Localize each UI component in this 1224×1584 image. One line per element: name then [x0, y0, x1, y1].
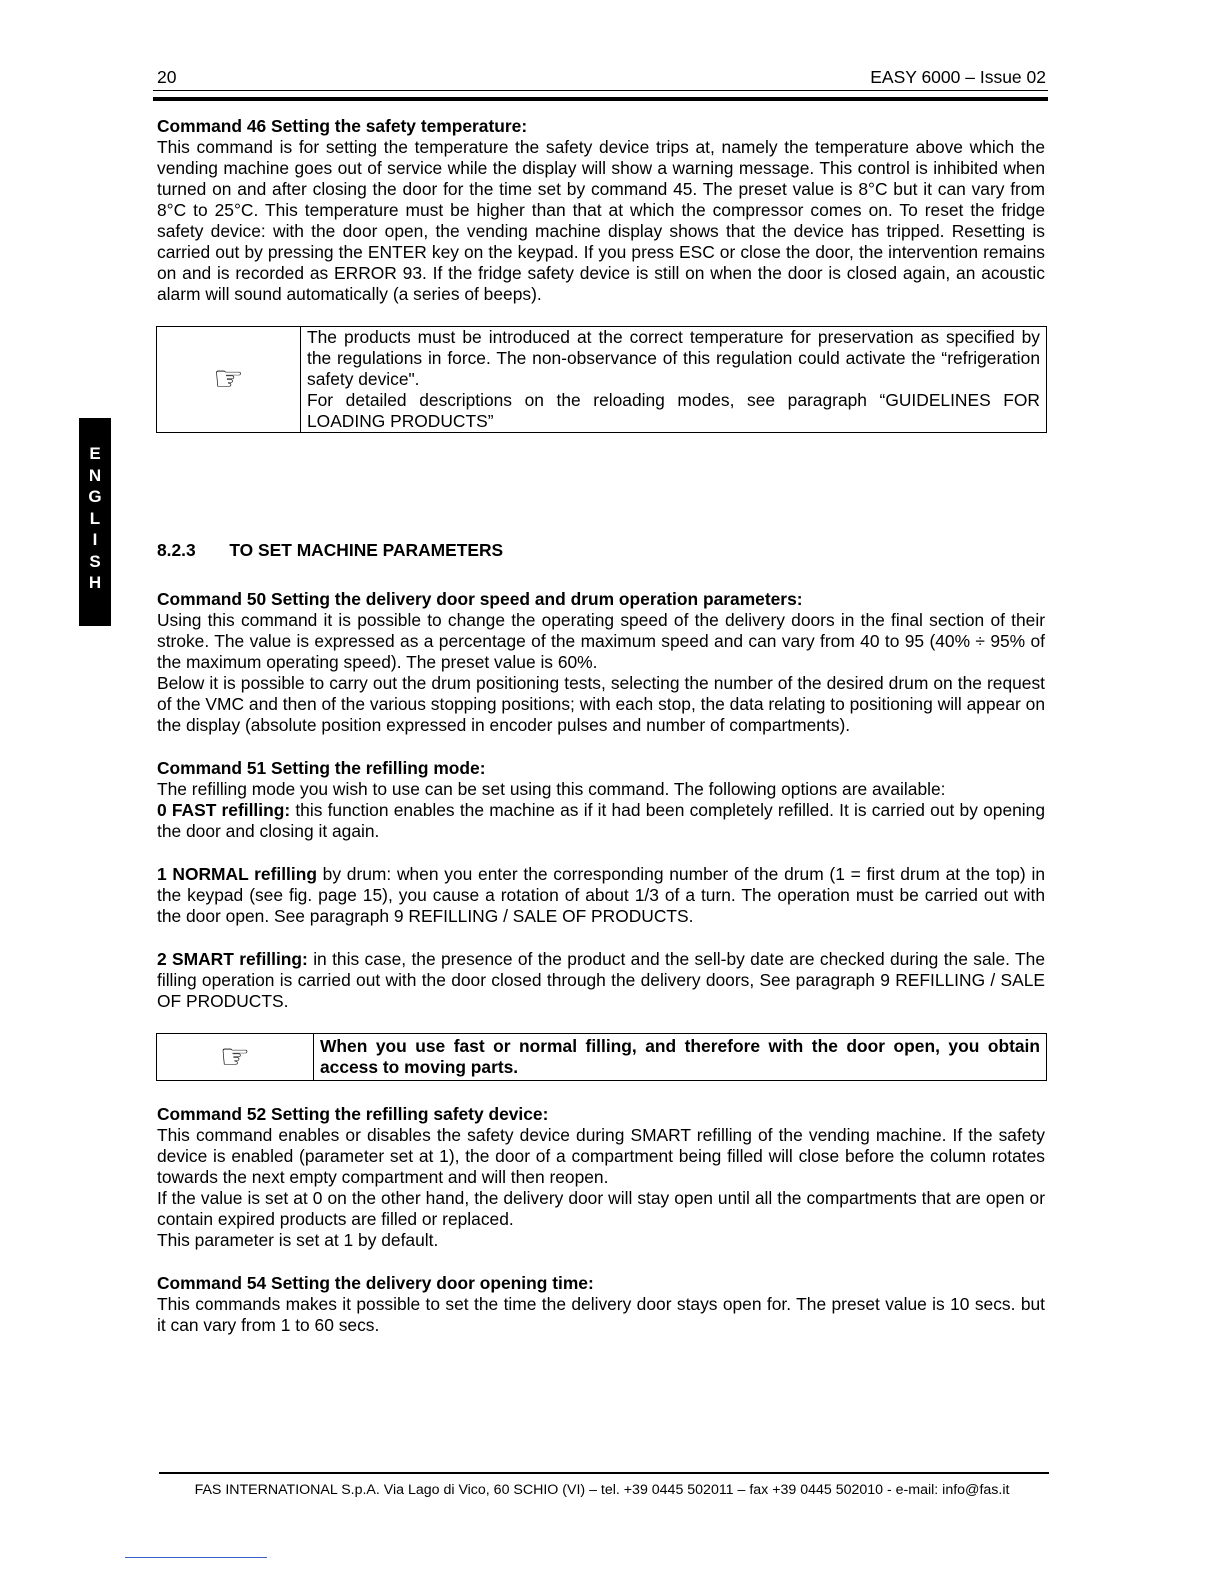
- command-54-title: Command 54 Setting the delivery door opening time:: [157, 1273, 594, 1293]
- note-box-moving-parts: [156, 1033, 1047, 1081]
- command-52-body: This parameter is set at 1 by default.: [157, 1230, 439, 1250]
- command-51-intro: The refilling mode you wish to use can be set using this command. The following options are available:: [157, 779, 946, 799]
- language-tab-letter: L: [89, 508, 101, 528]
- link-underline: [125, 1557, 267, 1558]
- option-text: this function enables the machine as if it had been completely refilled. It is carried out by opening the door and closing it again.: [157, 800, 1046, 841]
- language-tab-letter: E: [89, 444, 101, 463]
- note-line: The products must be introduced at the correct temperature for preservation as specified by the regulations in force. The non-observance of this regulation could activate the “refrigeration safety device".: [307, 327, 1040, 389]
- note-box-temperature: [156, 326, 1047, 433]
- option-normal-refilling: [157, 864, 1045, 927]
- header-rule: [153, 90, 1048, 91]
- command-52-body: If the value is set at 0 on the other hand, the delivery door will stay open until all the compartments that are open or contain expired products are filled or replaced.: [157, 1188, 1045, 1229]
- pointing-hand-icon: ☞: [157, 327, 301, 433]
- section-title: TO SET MACHINE PARAMETERS: [229, 540, 504, 560]
- note-line: For detailed descriptions on the reloading modes, see paragraph “GUIDELINES FOR LOADING PRODUCTS”: [307, 390, 1040, 431]
- note-text: When you use fast or normal filling, and therefore with the door open, you obtain access to moving parts.: [314, 1034, 1047, 1081]
- command-50-body: Below it is possible to carry out the drum positioning tests, selecting the number of the desired drum on the request of the VMC and then of the various stopping positions; with each stop, the data relating to positioning will appear on the display (absolute position expressed in encoder pulses and number of compartments).: [157, 673, 1045, 735]
- command-50-body: Using this command it is possible to change the operating speed of the delivery doors in the final section of their stroke. The value is expressed as a percentage of the maximum speed and can vary from 40 to 95 (40% ÷ 95% of the maximum operating speed). The preset value is 60%.: [157, 610, 1045, 672]
- command-52-block: [157, 1104, 1045, 1251]
- command-46-title: Command 46 Setting the safety temperature:: [157, 116, 528, 136]
- document-title: EASY 6000 – Issue 02: [870, 67, 1046, 87]
- note-text: [301, 327, 1047, 433]
- option-label: 0 FAST refilling:: [157, 800, 291, 820]
- language-tab: [79, 418, 111, 626]
- footer-text: FAS INTERNATIONAL S.p.A. Via Lago di Vico, 60 SCHIO (VI) – tel. +39 0445 502011 – fax +39 0445 502010 - e-mail: info@fas.it: [194, 1482, 1010, 1498]
- command-51-block: [157, 758, 1045, 842]
- pointing-hand-icon: ☞: [157, 1034, 314, 1081]
- option-text: by drum: when you enter the corresponding number of the drum (1 = first drum at the top) in the keypad (see fig. page 15), you cause a rotation of about 1/3 of a turn. The operation must be carried out with the door open. See paragraph 9 REFILLING / SALE OF PRODUCTS.: [157, 864, 1045, 926]
- option-smart-refilling: [157, 949, 1045, 1012]
- language-tab-letter: N: [88, 465, 102, 485]
- footer-rule: [159, 1472, 1049, 1474]
- command-52-title: Command 52 Setting the refilling safety device:: [157, 1104, 549, 1124]
- footer: [0, 1480, 1224, 1501]
- option-fast-refilling: [157, 800, 1045, 842]
- section-heading: [157, 540, 1045, 561]
- command-50-block: [157, 589, 1045, 736]
- command-51-title: Command 51 Setting the refilling mode:: [157, 758, 486, 778]
- header-rule-thick: [153, 97, 1048, 101]
- command-54-block: [157, 1273, 1045, 1336]
- language-tab-letter: G: [88, 487, 102, 506]
- command-54-body: This commands makes it possible to set the time the delivery door stays open for. The preset value is 10 secs. but it can vary from 1 to 60 secs.: [157, 1294, 1045, 1335]
- language-tab-letter: H: [88, 573, 102, 592]
- command-46-body: This command is for setting the temperature the safety device trips at, namely the temperature above which the vending machine goes out of service while the display will show a warning message. This control is inhibited when turned on and after closing the door for the time set by command 45. The preset value is 8°C but it can vary from 8°C to 25°C. This temperature must be higher than that at which the compressor comes on. To reset the fridge safety device: with the door open, the vending machine display shows that the device has tripped. Resetting is carried out by pressing the ENTER key on the keypad. If you press ESC or close the door, the intervention remains on and is recorded as ERROR 93. If the fridge safety device is still on when the door is closed again, an acoustic alarm will sound automatically (a series of beeps).: [157, 137, 1045, 304]
- command-46-block: [157, 116, 1045, 305]
- option-label: 1 NORMAL refilling: [157, 864, 317, 884]
- command-52-body: This command enables or disables the safety device during SMART refilling of the vending machine. If the safety device is enabled (parameter set at 1), the door of a compartment being filled will close before the column rotates towards the next empty compartment and will then reopen.: [157, 1125, 1045, 1187]
- option-label: 2 SMART refilling:: [157, 949, 308, 969]
- page-number: 20: [157, 67, 177, 87]
- language-tab-letter: I: [92, 530, 98, 549]
- option-text: in this case, the presence of the product and the sell-by date are checked during the sale. The filling operation is carried out with the door closed through the delivery doors, See paragraph 9 REFILLING / SALE OF PRODUCTS.: [157, 949, 1046, 1011]
- section-number: 8.2.3: [157, 540, 196, 560]
- command-50-title: Command 50 Setting the delivery door speed and drum operation parameters:: [157, 589, 803, 609]
- language-tab-letter: S: [89, 551, 101, 571]
